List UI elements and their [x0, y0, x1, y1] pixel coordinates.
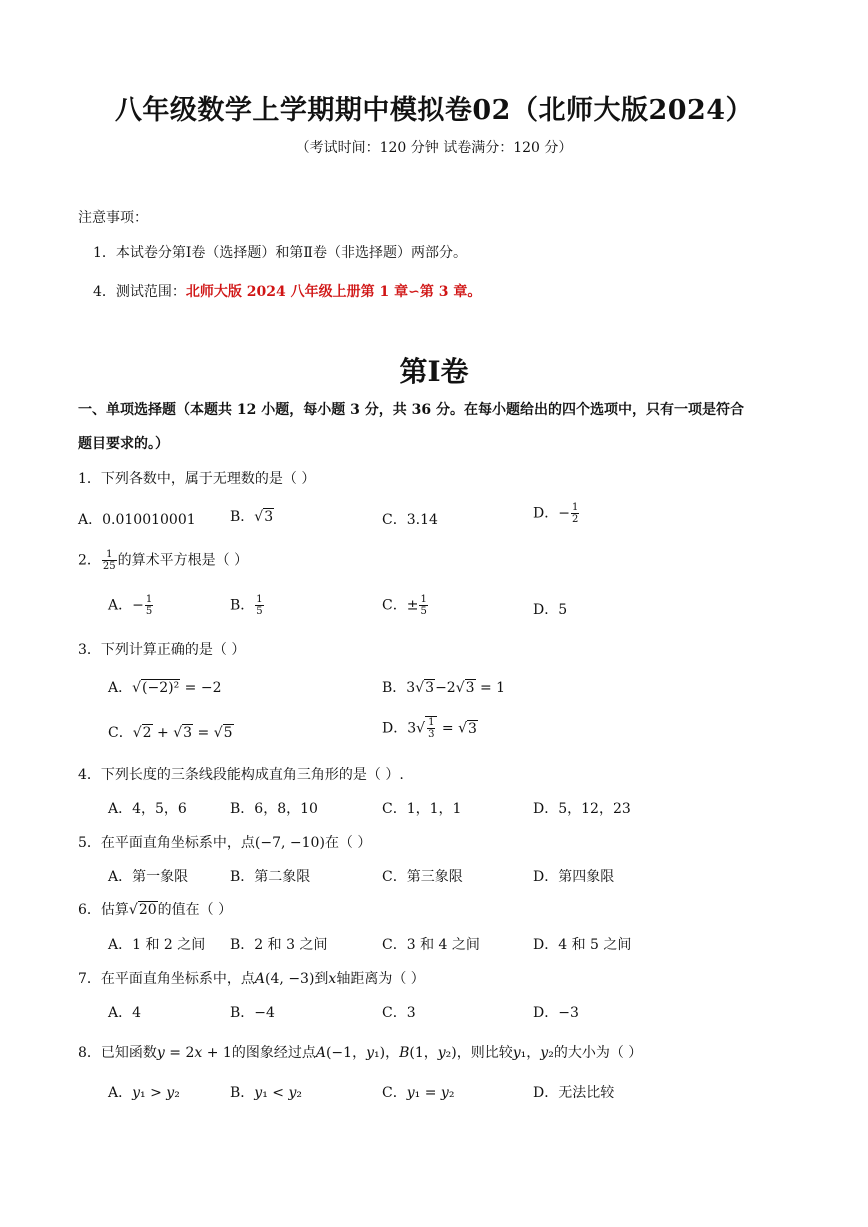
q1-option-b: B．√3 [230, 509, 274, 525]
notice-heading: 注意事项： [78, 210, 148, 226]
question-2-stem: 2． $\frac{1}{25}$ 的算术平方根是（ ） [78, 549, 249, 572]
question-8-stem: 8．已知函数y = 2x + 1的图象经过点A(−1，y₁)，B(1，y₂)，则比较y₁，y₂的大小为（ ） [78, 1045, 643, 1061]
q2-option-b: B． $\frac{1}{5}$ [230, 594, 263, 617]
q5-option-a: A．第一象限 [108, 869, 189, 885]
notice-item-1: 1．本试卷分第Ⅰ卷（选择题）和第Ⅱ卷（非选择题）两部分。 [93, 245, 467, 261]
q4-option-a: A．4，5，6 [108, 801, 187, 817]
question-7-stem: 7．在平面直角坐标系中，点A(4, −3)到x轴距离为（ ） [78, 971, 425, 987]
q3-option-d: D．3√ $\frac{1}{3}$ = √3 [382, 717, 477, 740]
q2-option-c: C．± $\frac{1}{5}$ [382, 594, 427, 617]
q5-option-c: C．第三象限 [382, 869, 463, 885]
q4-option-b: B．6，8，10 [230, 801, 318, 817]
q8-option-d: D．无法比较 [533, 1085, 615, 1101]
question-4-stem: 4．下列长度的三条线段能构成直角三角形的是（ ）. [78, 767, 404, 783]
q8-option-c: C．y₁ = y₂ [382, 1085, 455, 1101]
q7-option-a: A．4 [108, 1005, 142, 1021]
q6-option-b: B．2 和 3 之间 [230, 937, 328, 953]
q4-option-d: D．5，12，23 [533, 801, 631, 817]
q8-option-a: A．y₁ > y₂ [108, 1085, 180, 1101]
q2-option-d: D．5 [533, 602, 568, 618]
q3-option-c: C．√2 + √3 = √5 [108, 725, 233, 741]
q1-option-d: D．− $\frac{1}{2}$ [533, 502, 579, 525]
q6-option-d: D．4 和 5 之间 [533, 937, 632, 953]
question-1-stem: 1．下列各数中，属于无理数的是（ ） [78, 471, 316, 487]
q8-option-b: B．y₁ < y₂ [230, 1085, 303, 1101]
volume-heading: 第Ⅰ卷 [399, 355, 469, 388]
exam-title: 八年级数学上学期期中模拟卷02（北师大版2024） [114, 95, 754, 126]
q1-option-a: A．0.010010001 [78, 512, 196, 528]
section-heading-line1: 一、单项选择题（本题共 12 小题，每小题 3 分，共 36 分。在每小题给出的四个选项中，只有一项是符合 [78, 402, 744, 418]
q3-option-a: A．√(−2)² = −2 [108, 680, 222, 696]
notice-item-4 [93, 281, 481, 301]
q2-option-a: A．− $\frac{1}{5}$ [108, 594, 153, 617]
question-5-stem: 5．在平面直角坐标系中，点(−7, −10)在（ ） [78, 835, 372, 851]
q5-option-d: D．第四象限 [533, 869, 615, 885]
q5-option-b: B．第二象限 [230, 869, 311, 885]
exam-subtitle: （考试时间：120 分钟 试卷满分：120 分） [295, 140, 573, 156]
q4-option-c: C．1，1，1 [382, 801, 462, 817]
section-heading-line2: 题目要求的。） [78, 436, 169, 452]
q3-option-b: B．3√3−2√3 = 1 [382, 680, 506, 696]
q7-option-b: B．−4 [230, 1005, 275, 1021]
q1-option-c: C．3.14 [382, 512, 438, 528]
question-6-stem: 6．估算√20的值在（ ） [78, 902, 233, 918]
q7-option-d: D．−3 [533, 1005, 579, 1021]
q7-option-c: C．3 [382, 1005, 416, 1021]
q6-option-a: A．1 和 2 之间 [108, 937, 206, 953]
q6-option-c: C．3 和 4 之间 [382, 937, 480, 953]
test-range: 北师大版 2024 八年级上册第 1 章∽第 3 章。 [185, 284, 482, 300]
question-3-stem: 3．下列计算正确的是（ ） [78, 642, 246, 658]
notice-item-4-label: 4．测试范围： [93, 284, 186, 300]
